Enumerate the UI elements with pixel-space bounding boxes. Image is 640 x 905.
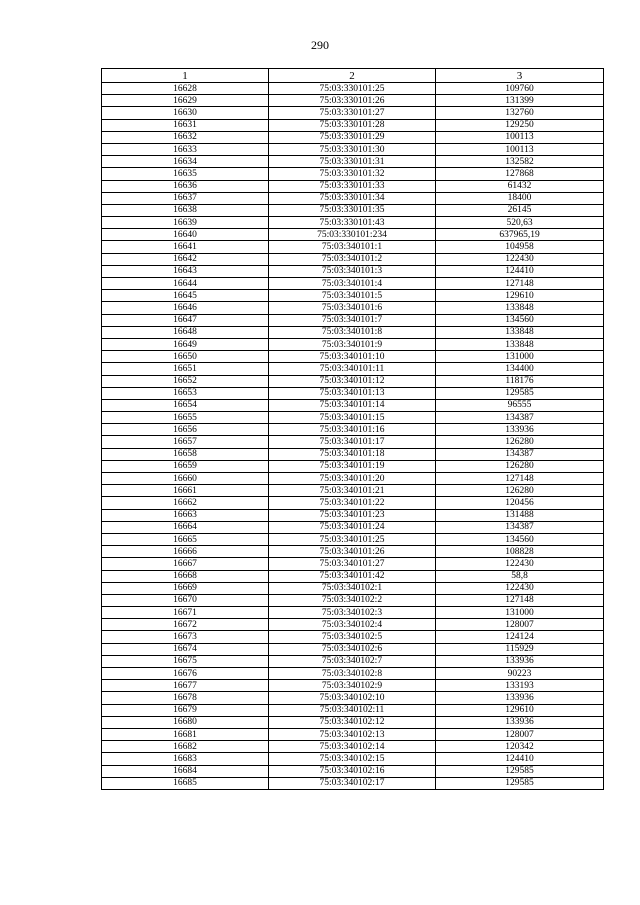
cadastral-number-cell: 75:03:330101:27	[269, 107, 436, 119]
table-row	[102, 485, 604, 497]
row-number-cell: 16634	[102, 156, 269, 168]
value-cell: 131000	[436, 351, 604, 363]
cadastral-number-cell: 75:03:330101:43	[269, 217, 436, 229]
table-row	[102, 460, 604, 472]
row-number-cell: 16656	[102, 424, 269, 436]
value-cell: 127148	[436, 594, 604, 606]
row-number-cell: 16652	[102, 375, 269, 387]
row-number-cell: 16636	[102, 180, 269, 192]
cadastral-number-cell: 75:03:340101:7	[269, 314, 436, 326]
row-number-cell: 16628	[102, 83, 269, 95]
row-number-cell: 16651	[102, 363, 269, 375]
value-cell: 133848	[436, 338, 604, 350]
row-number-cell: 16644	[102, 278, 269, 290]
table-row	[102, 387, 604, 399]
table-row	[102, 558, 604, 570]
table-row	[102, 351, 604, 363]
row-number-cell: 16682	[102, 741, 269, 753]
column-header-1: 1	[102, 69, 269, 83]
value-cell: 108828	[436, 546, 604, 558]
cadastral-number-cell: 75:03:340102:4	[269, 619, 436, 631]
cadastral-number-cell: 75:03:330101:25	[269, 83, 436, 95]
table-body	[102, 83, 604, 790]
value-cell: 127148	[436, 473, 604, 485]
row-number-cell: 16659	[102, 460, 269, 472]
value-cell: 133936	[436, 424, 604, 436]
cadastral-number-cell: 75:03:340102:16	[269, 765, 436, 777]
row-number-cell: 16654	[102, 399, 269, 411]
cadastral-number-cell: 75:03:340101:4	[269, 278, 436, 290]
cadastral-number-cell: 75:03:330101:33	[269, 180, 436, 192]
value-cell: 115929	[436, 643, 604, 655]
table-header	[102, 69, 604, 83]
value-cell: 104958	[436, 241, 604, 253]
table-row	[102, 326, 604, 338]
value-cell: 134560	[436, 533, 604, 545]
cadastral-number-cell: 75:03:340101:14	[269, 399, 436, 411]
value-cell: 122430	[436, 582, 604, 594]
cadastral-number-cell: 75:03:330101:28	[269, 119, 436, 131]
cadastral-number-cell: 75:03:340102:11	[269, 704, 436, 716]
value-cell: 61432	[436, 180, 604, 192]
row-number-cell: 16668	[102, 570, 269, 582]
value-cell: 129610	[436, 290, 604, 302]
cadastral-number-cell: 75:03:340101:24	[269, 521, 436, 533]
value-cell: 129610	[436, 704, 604, 716]
table-row	[102, 156, 604, 168]
row-number-cell: 16647	[102, 314, 269, 326]
row-number-cell: 16685	[102, 777, 269, 789]
cadastral-number-cell: 75:03:340101:10	[269, 351, 436, 363]
row-number-cell: 16639	[102, 217, 269, 229]
value-cell: 134387	[436, 521, 604, 533]
value-cell: 26145	[436, 204, 604, 216]
cadastral-number-cell: 75:03:340102:6	[269, 643, 436, 655]
value-cell: 126280	[436, 436, 604, 448]
table-row	[102, 363, 604, 375]
cadastral-number-cell: 75:03:340101:13	[269, 387, 436, 399]
value-cell: 126280	[436, 460, 604, 472]
row-number-cell: 16648	[102, 326, 269, 338]
row-number-cell: 16679	[102, 704, 269, 716]
table-row	[102, 643, 604, 655]
row-number-cell: 16640	[102, 229, 269, 241]
cadastral-number-cell: 75:03:340102:15	[269, 753, 436, 765]
row-number-cell: 16643	[102, 265, 269, 277]
table-row	[102, 302, 604, 314]
row-number-cell: 16646	[102, 302, 269, 314]
row-number-cell: 16655	[102, 412, 269, 424]
value-cell: 134400	[436, 363, 604, 375]
data-table	[101, 68, 604, 790]
row-number-cell: 16633	[102, 143, 269, 155]
row-number-cell: 16673	[102, 631, 269, 643]
value-cell: 127148	[436, 278, 604, 290]
cadastral-number-cell: 75:03:340102:17	[269, 777, 436, 789]
cadastral-number-cell: 75:03:330101:234	[269, 229, 436, 241]
row-number-cell: 16637	[102, 192, 269, 204]
table-row	[102, 204, 604, 216]
row-number-cell: 16666	[102, 546, 269, 558]
table-row	[102, 680, 604, 692]
table-row	[102, 765, 604, 777]
row-number-cell: 16665	[102, 533, 269, 545]
row-number-cell: 16670	[102, 594, 269, 606]
row-number-cell: 16661	[102, 485, 269, 497]
table-row	[102, 180, 604, 192]
table-row	[102, 594, 604, 606]
cadastral-number-cell: 75:03:340102:9	[269, 680, 436, 692]
row-number-cell: 16629	[102, 95, 269, 107]
value-cell: 109760	[436, 83, 604, 95]
cadastral-number-cell: 75:03:340101:1	[269, 241, 436, 253]
row-number-cell: 16660	[102, 473, 269, 485]
value-cell: 18400	[436, 192, 604, 204]
row-number-cell: 16667	[102, 558, 269, 570]
row-number-cell: 16650	[102, 351, 269, 363]
value-cell: 96555	[436, 399, 604, 411]
row-number-cell: 16631	[102, 119, 269, 131]
table-row	[102, 533, 604, 545]
table-row	[102, 168, 604, 180]
table-row	[102, 143, 604, 155]
value-cell: 124410	[436, 265, 604, 277]
table-row	[102, 509, 604, 521]
table-row	[102, 668, 604, 680]
value-cell: 122430	[436, 558, 604, 570]
table-row	[102, 131, 604, 143]
value-cell: 133936	[436, 716, 604, 728]
cadastral-number-cell: 75:03:340102:8	[269, 668, 436, 680]
table-row	[102, 253, 604, 265]
row-number-cell: 16671	[102, 607, 269, 619]
cadastral-number-cell: 75:03:340101:3	[269, 265, 436, 277]
value-cell: 122430	[436, 253, 604, 265]
column-header-2: 2	[269, 69, 436, 83]
table-row	[102, 741, 604, 753]
table-row	[102, 521, 604, 533]
table-row	[102, 631, 604, 643]
value-cell: 100113	[436, 131, 604, 143]
table-row	[102, 473, 604, 485]
row-number-cell: 16681	[102, 728, 269, 740]
cadastral-number-cell: 75:03:340102:2	[269, 594, 436, 606]
table-row	[102, 582, 604, 594]
row-number-cell: 16641	[102, 241, 269, 253]
value-cell: 133848	[436, 326, 604, 338]
table-row	[102, 753, 604, 765]
row-number-cell: 16680	[102, 716, 269, 728]
cadastral-number-cell: 75:03:330101:26	[269, 95, 436, 107]
cadastral-number-cell: 75:03:340101:25	[269, 533, 436, 545]
value-cell: 129250	[436, 119, 604, 131]
page-number: 290	[311, 38, 329, 52]
table-row	[102, 570, 604, 582]
table-row	[102, 704, 604, 716]
value-cell: 132760	[436, 107, 604, 119]
table-row	[102, 728, 604, 740]
cadastral-number-cell: 75:03:330101:31	[269, 156, 436, 168]
table-row	[102, 107, 604, 119]
row-number-cell: 16663	[102, 509, 269, 521]
value-cell: 100113	[436, 143, 604, 155]
row-number-cell: 16677	[102, 680, 269, 692]
value-cell: 58,8	[436, 570, 604, 582]
table-row	[102, 265, 604, 277]
table-row	[102, 692, 604, 704]
value-cell: 120342	[436, 741, 604, 753]
cadastral-number-cell: 75:03:340101:27	[269, 558, 436, 570]
cadastral-number-cell: 75:03:340101:8	[269, 326, 436, 338]
row-number-cell: 16642	[102, 253, 269, 265]
table-row	[102, 192, 604, 204]
row-number-cell: 16653	[102, 387, 269, 399]
row-number-cell: 16672	[102, 619, 269, 631]
table-row	[102, 655, 604, 667]
table-row	[102, 399, 604, 411]
value-cell: 128007	[436, 728, 604, 740]
row-number-cell: 16669	[102, 582, 269, 594]
cadastral-number-cell: 75:03:340101:17	[269, 436, 436, 448]
row-number-cell: 16676	[102, 668, 269, 680]
cadastral-number-cell: 75:03:340101:22	[269, 497, 436, 509]
table-row	[102, 119, 604, 131]
cadastral-number-cell: 75:03:340102:5	[269, 631, 436, 643]
value-cell: 637965,19	[436, 229, 604, 241]
table-row	[102, 716, 604, 728]
table-row	[102, 290, 604, 302]
value-cell: 133193	[436, 680, 604, 692]
row-number-cell: 16645	[102, 290, 269, 302]
cadastral-number-cell: 75:03:340102:12	[269, 716, 436, 728]
table-row	[102, 619, 604, 631]
table-row	[102, 229, 604, 241]
cadastral-number-cell: 75:03:340101:20	[269, 473, 436, 485]
table-row	[102, 607, 604, 619]
value-cell: 131399	[436, 95, 604, 107]
value-cell: 124124	[436, 631, 604, 643]
row-number-cell: 16684	[102, 765, 269, 777]
table-row	[102, 338, 604, 350]
cadastral-number-cell: 75:03:340101:2	[269, 253, 436, 265]
value-cell: 134560	[436, 314, 604, 326]
cadastral-number-cell: 75:03:340102:7	[269, 655, 436, 667]
value-cell: 133848	[436, 302, 604, 314]
value-cell: 90223	[436, 668, 604, 680]
value-cell: 133936	[436, 692, 604, 704]
value-cell: 132582	[436, 156, 604, 168]
row-number-cell: 16630	[102, 107, 269, 119]
value-cell: 134387	[436, 448, 604, 460]
cadastral-number-cell: 75:03:340101:6	[269, 302, 436, 314]
value-cell: 126280	[436, 485, 604, 497]
cadastral-number-cell: 75:03:340101:9	[269, 338, 436, 350]
table-row	[102, 375, 604, 387]
table-row	[102, 217, 604, 229]
cadastral-number-cell: 75:03:340101:5	[269, 290, 436, 302]
cadastral-number-cell: 75:03:340102:3	[269, 607, 436, 619]
cadastral-number-cell: 75:03:340101:23	[269, 509, 436, 521]
cadastral-number-cell: 75:03:330101:32	[269, 168, 436, 180]
cadastral-number-cell: 75:03:340101:18	[269, 448, 436, 460]
value-cell: 133936	[436, 655, 604, 667]
value-cell: 520,63	[436, 217, 604, 229]
cadastral-number-cell: 75:03:340101:21	[269, 485, 436, 497]
cadastral-number-cell: 75:03:340101:15	[269, 412, 436, 424]
cadastral-number-cell: 75:03:330101:30	[269, 143, 436, 155]
table-row	[102, 546, 604, 558]
row-number-cell: 16674	[102, 643, 269, 655]
cadastral-number-cell: 75:03:330101:35	[269, 204, 436, 216]
value-cell: 129585	[436, 765, 604, 777]
table-row	[102, 436, 604, 448]
cadastral-number-cell: 75:03:340101:19	[269, 460, 436, 472]
value-cell: 127868	[436, 168, 604, 180]
cadastral-number-cell: 75:03:340102:10	[269, 692, 436, 704]
row-number-cell: 16657	[102, 436, 269, 448]
value-cell: 131000	[436, 607, 604, 619]
value-cell: 134387	[436, 412, 604, 424]
cadastral-number-cell: 75:03:330101:29	[269, 131, 436, 143]
cadastral-number-cell: 75:03:340101:26	[269, 546, 436, 558]
row-number-cell: 16635	[102, 168, 269, 180]
cadastral-number-cell: 75:03:340101:42	[269, 570, 436, 582]
column-header-3: 3	[436, 69, 604, 83]
row-number-cell: 16664	[102, 521, 269, 533]
cadastral-number-cell: 75:03:340102:14	[269, 741, 436, 753]
value-cell: 128007	[436, 619, 604, 631]
table-row	[102, 777, 604, 789]
table-row	[102, 448, 604, 460]
cadastral-number-cell: 75:03:340101:12	[269, 375, 436, 387]
row-number-cell: 16662	[102, 497, 269, 509]
value-cell: 118176	[436, 375, 604, 387]
table-row	[102, 412, 604, 424]
row-number-cell: 16658	[102, 448, 269, 460]
row-number-cell: 16632	[102, 131, 269, 143]
value-cell: 129585	[436, 777, 604, 789]
cadastral-number-cell: 75:03:340101:16	[269, 424, 436, 436]
header-row	[102, 69, 604, 83]
table-row	[102, 241, 604, 253]
table-row	[102, 95, 604, 107]
row-number-cell: 16675	[102, 655, 269, 667]
table-row	[102, 314, 604, 326]
cadastral-number-cell: 75:03:330101:34	[269, 192, 436, 204]
value-cell: 124410	[436, 753, 604, 765]
row-number-cell: 16683	[102, 753, 269, 765]
cadastral-number-cell: 75:03:340101:11	[269, 363, 436, 375]
cadastral-number-cell: 75:03:340102:1	[269, 582, 436, 594]
row-number-cell: 16678	[102, 692, 269, 704]
table-row	[102, 83, 604, 95]
table-row	[102, 497, 604, 509]
value-cell: 120456	[436, 497, 604, 509]
value-cell: 131488	[436, 509, 604, 521]
cadastral-number-cell: 75:03:340102:13	[269, 728, 436, 740]
table-row	[102, 278, 604, 290]
table-row	[102, 424, 604, 436]
row-number-cell: 16638	[102, 204, 269, 216]
row-number-cell: 16649	[102, 338, 269, 350]
value-cell: 129585	[436, 387, 604, 399]
